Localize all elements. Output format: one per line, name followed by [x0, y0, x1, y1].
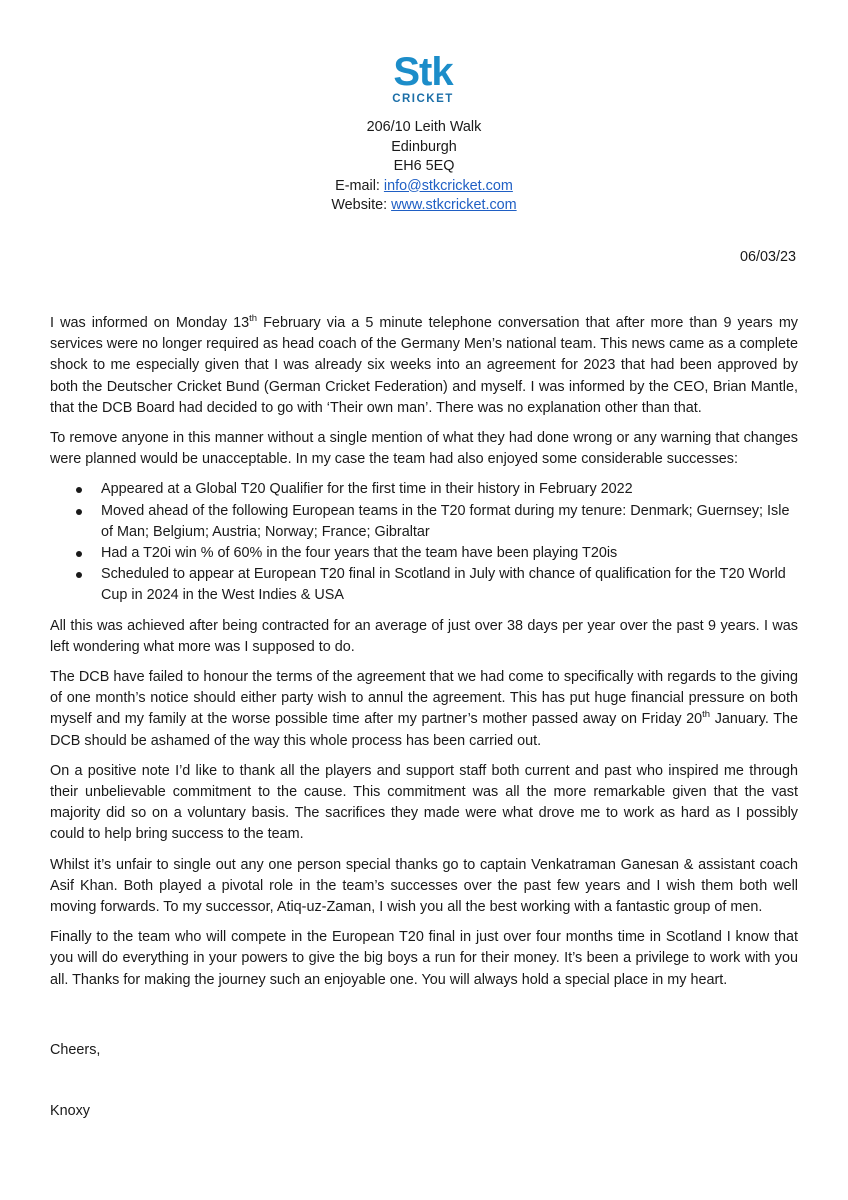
logo-wordmark: Stk [393, 50, 453, 94]
paragraph-1 [50, 313, 798, 419]
ordinal-suffix: th [249, 313, 258, 324]
address-line-2: Edinburgh [391, 138, 457, 155]
signature: Knoxy [50, 1103, 90, 1119]
paragraph-5: On a positive note I’d like to thank all the players and support staff both current and past who inspired me through their unbelievable commitment to the cause. This commitment was all the more remarkable given that the vast majority did so on a voluntary basis. The sacrifices they made were what drove me to work as hard as I possibly could to help bring success to the team. [50, 762, 798, 843]
logo-subtitle: CRICKET [392, 93, 454, 105]
bullet-icon [76, 551, 82, 557]
ordinal-suffix: th [702, 709, 711, 721]
paragraph-7: Finally to the team who will compete in the European T20 final in just over four months time in Scotland I know that you will do everything in your powers to give the big boys a run for their money. It’s been a privilege to work with you all. Thanks for making the journey such an enjoyable one. You will always hold a special place in my heart. [50, 929, 798, 988]
list-item [50, 543, 798, 564]
letter-body [50, 313, 798, 1000]
achievements-list [50, 479, 798, 606]
stk-cricket-logo [383, 52, 463, 105]
list-item [50, 479, 798, 500]
bullet-icon [76, 509, 82, 515]
list-item-text: Appeared at a Global T20 Qualifier for the first time in their history in February 2022 [101, 481, 633, 498]
list-item [50, 501, 798, 543]
website-row [224, 196, 624, 216]
paragraph-3: All this was achieved after being contracted for an average of just over 38 days per year over the past 9 years. I was left wondering what more was I supposed to do. [50, 617, 798, 655]
list-item-text: Moved ahead of the following European teams in the T20 format during my tenure: Denmark; Guernsey; Isle of Man; Belgium; Austria; Norway; France; Gibraltar [101, 502, 790, 540]
sender-address [224, 118, 624, 216]
bullet-icon [76, 572, 82, 578]
list-item-text: Scheduled to appear at European T20 final in Scotland in July with chance of qualification for the T20 World Cup in 2024 in the West Indies & USA [101, 566, 786, 604]
paragraph-6: Whilst it’s unfair to single out any one person special thanks go to captain Venkatraman Ganesan & assistant coach Asif Khan. Both played a pivotal role in the team’s successes over the past few years and I wish them both well moving forwards. To my successor, Atiq-uz-Zaman, I wish you all the best working with a fantastic group of men. [50, 856, 798, 916]
bullet-icon [76, 487, 82, 493]
website-link[interactable]: www.stkcricket.com [391, 197, 517, 213]
website-label: Website: [331, 197, 392, 213]
paragraph-1-text-b: February via a 5 minute telephone conversation that after more than 9 years my services were no longer required as head coach of the Germany Men’s national team. This news came as a complete shock to me especially given that I was already six weeks into an agreement for 2023 that had been approved by both the Deutscher Cricket Bund (German Cricket Federation) and myself. I was informed by the CEO, Brian Mantle, that the DCB Board had decided to go with ‘Their own man’. There was no explanation other than that. [50, 315, 799, 416]
paragraph-1-text-a: I was informed on Monday 13 [50, 315, 250, 331]
letter-date: 06/03/23 [739, 249, 796, 265]
paragraph-4 [50, 667, 798, 752]
paragraph-4-text-b: January. The DCB should be ashamed of the way this whole process has been carried out. [50, 711, 798, 749]
list-item [50, 564, 798, 606]
email-label: E-mail: [335, 177, 384, 194]
closing: Cheers, [50, 1042, 101, 1058]
list-item-text: Had a T20i win % of 60% in the four years that the team have been playing T20is [101, 545, 618, 562]
address-line-3: EH6 5EQ [393, 158, 455, 174]
address-line-1: 206/10 Leith Walk [366, 119, 482, 135]
email-row [224, 177, 624, 197]
paragraph-4-text-a: The DCB have failed to honour the terms of the agreement that we had come to specifically with regards to the giving of one month’s notice should either party wish to annul the agreement. This has put huge financial pressure on both myself and my family at the worse possible time after my partner’s mother passed away on Friday 20 [50, 669, 798, 728]
email-link[interactable]: info@stkcricket.com [383, 177, 513, 194]
paragraph-2: To remove anyone in this manner without a single mention of what they had done wrong or any warning that changes were planned would be unacceptable. In my case the team had also enjoyed some considerable successes: [50, 430, 798, 468]
